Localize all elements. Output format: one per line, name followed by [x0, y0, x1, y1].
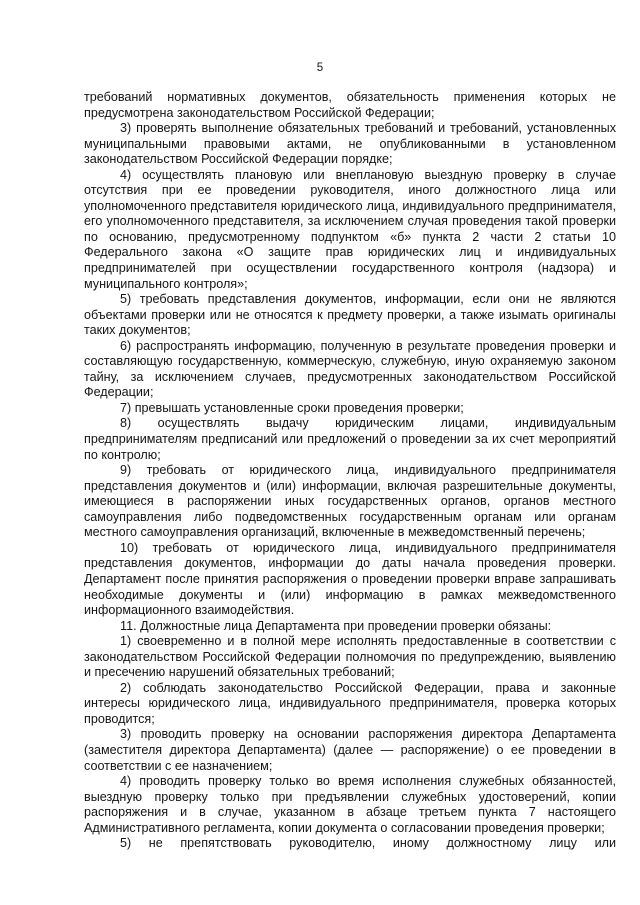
paragraph: 7) превышать установленные сроки проведения проверки;: [120, 400, 464, 415]
page-number: 5: [316, 62, 324, 74]
paragraph: 10) требовать от юридического лица, индивидуального предпринимателя представления документов, информации до даты начала проведения проверки. Департамент после принятия распоряжения о проведении проверки вправе запрашивать необходимые документы и (или) информацию в рамках межведомственного информационного взаимодействия.: [84, 540, 616, 618]
paragraph: требований нормативных документов, обязательность применения которых не предусмотрена законодательством Российской Федерации;: [84, 90, 616, 120]
paragraph: 6) распространять информацию, полученную в результате проведения проверки и составляющую государственную, коммерческую, служебную, иную охраняемую законом тайну, за исключением случаев, предусмотренных законодательством Российской Федерации;: [84, 338, 616, 400]
paragraph: 9) требовать от юридического лица, индивидуального предпринимателя представления документов и (или) информации, включая разрешительные документы, имеющиеся в распоряжении иных государственных органов, органов местного самоуправления либо подведомственных государственным органам или органам местного самоуправления организаций, включенные в межведомственный перечень;: [84, 463, 616, 540]
document-body: [84, 90, 616, 852]
paragraph: 4) осуществлять плановую или внеплановую выездную проверку в случае отсутствия при ее проведении руководителя, иного должностного лица или уполномоченного представителя юридического лица, индивидуального предпринимателя, его уполномоченного представителя, за исключением случая проведения такой проверки по основанию, предусмотренному подпунктом «б» пункта 2 части 2 статьи 10 Федерального закона «О защите прав юридических лиц и индивидуальных предпринимателей при осуществлении государственного контроля (надзора) и муниципального контроля»;: [84, 167, 616, 291]
paragraph: 4) проводить проверку только во время исполнения служебных обязанностей, выездную проверку только при предъявлении служебных удостоверений, копии распоряжения и в случае, указанном в абзаце третьем пункта 7 настоящего Административного регламента, копии документа о согласовании проведения проверки;: [84, 774, 616, 835]
paragraph: 5) не препятствовать руководителю, иному должностному лицу или: [120, 836, 616, 851]
paragraph: 11. Должностные лица Департамента при проведении проверки обязаны:: [120, 618, 552, 633]
paragraph: 3) проверять выполнение обязательных требований и требований, установленных муниципальными правовыми актами, не опубликованными в установленном законодательством Российской Федерации порядке;: [84, 121, 616, 167]
paragraph: 5) требовать представления документов, информации, если они не являются объектами проверки или не относятся к предмету проверки, а также изымать оригиналы таких документов;: [84, 292, 616, 338]
paragraph: 1) своевременно и в полной мере исполнять предоставленные в соответствии с законодательством Российской Федерации полномочия по предупреждению, выявлению и пресечению нарушений обязательных требований;: [84, 634, 616, 680]
paragraph: 8) осуществлять выдачу юридическим лицами, индивидуальным предпринимателям предписаний или предложений о проведении за их счет мероприятий по контролю;: [84, 416, 616, 462]
paragraph: 2) соблюдать законодательство Российской Федерации, права и законные интересы юридического лица, индивидуального предпринимателя, проверка которых проводится;: [84, 680, 616, 726]
paragraph: 3) проводить проверку на основании распоряжения директора Департамента (заместителя директора Департамента) (далее — распоряжение) о ее проведении в соответствии с ее назначением;: [84, 727, 616, 773]
